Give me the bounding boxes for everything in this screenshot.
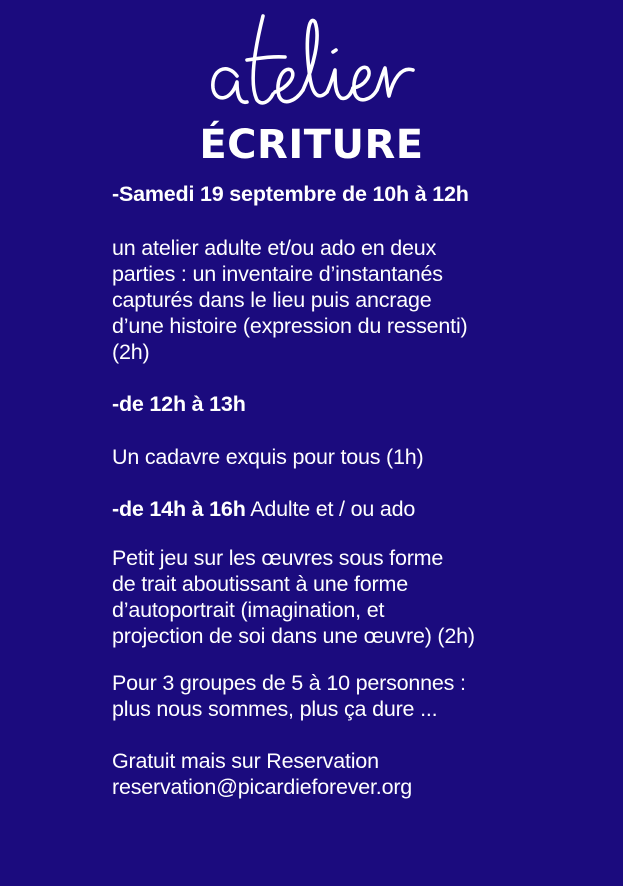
session3-line: projection de soi dans une œuvre) (2h) bbox=[112, 624, 475, 648]
reservation-note: Gratuit mais sur Reservation bbox=[112, 749, 379, 773]
groups-info bbox=[112, 670, 592, 722]
reservation-email[interactable]: reservation@picardieforever.org bbox=[112, 775, 413, 799]
session2-description: Un cadavre exquis pour tous (1h) bbox=[112, 445, 424, 469]
date-heading: -Samedi 19 septembre de 10h à 12h bbox=[112, 182, 469, 206]
session1-line: d’une histoire (expression du ressenti) bbox=[112, 314, 468, 338]
time-slot-3-audience: Adulte et / ou ado bbox=[245, 497, 416, 521]
session3-line: d’autoportrait (imagination, et bbox=[112, 598, 385, 622]
session1-line: un atelier adulte et/ou ado en deux bbox=[112, 236, 437, 260]
time-slot-2: -de 12h à 13h bbox=[112, 392, 246, 416]
session1-line: parties : un inventaire d’instantanés bbox=[112, 262, 443, 286]
session1-description bbox=[112, 235, 592, 365]
session3-line: de trait aboutissant à une forme bbox=[112, 572, 408, 596]
atelier-script-logo bbox=[205, 8, 420, 118]
session1-line: (2h) bbox=[112, 340, 150, 364]
time-slot-3 bbox=[112, 496, 592, 522]
session1-line: capturés dans le lieu puis ancrage bbox=[112, 288, 432, 312]
program-content bbox=[112, 181, 592, 800]
reservation-info bbox=[112, 748, 592, 800]
session3-line: Petit jeu sur les œuvres sous forme bbox=[112, 546, 444, 570]
session3-description bbox=[112, 545, 592, 649]
ecriture-title: ÉCRITURE bbox=[199, 122, 424, 168]
groups-line: plus nous sommes, plus ça dure ... bbox=[112, 697, 438, 721]
time-slot-3-hours: -de 14h à 16h bbox=[112, 497, 246, 521]
groups-line: Pour 3 groupes de 5 à 10 personnes : bbox=[112, 671, 466, 695]
